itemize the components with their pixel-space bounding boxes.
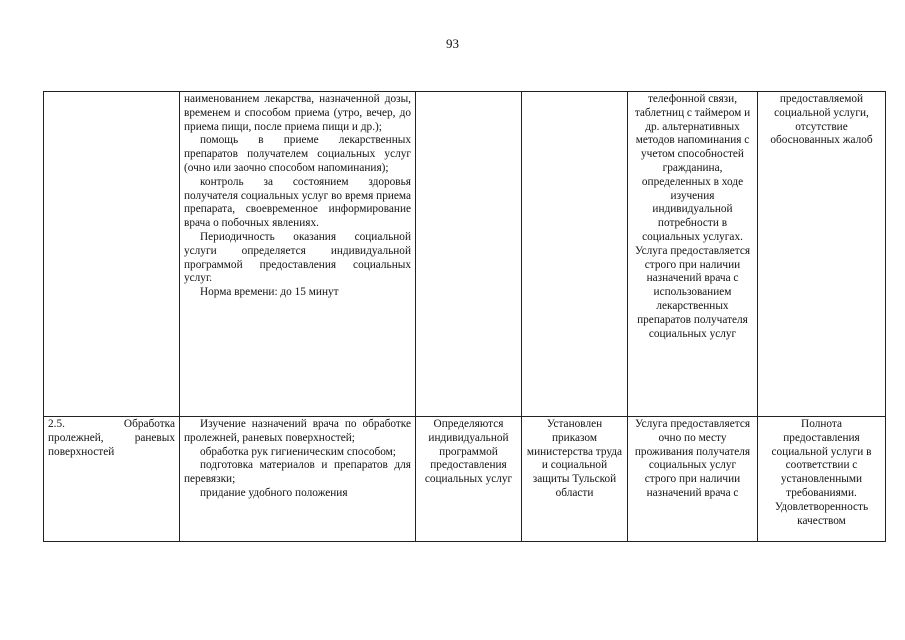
- table-row: [44, 92, 886, 417]
- service-name-cell: 2.5. Обработка пролежней, раневых поверхностей: [44, 417, 180, 542]
- quality-cell: предоставляемой социальной услуги, отсутствие обоснованных жалоб: [758, 92, 886, 417]
- table-row: [44, 417, 886, 542]
- service-content-cell: [180, 92, 416, 417]
- conditions-cell: Услуга предоставляется очно по месту проживания получателя социальных услуг строго при наличии назначений врача с: [628, 417, 758, 542]
- content-paragraph: Периодичность оказания социальной услуги определяется индивидуальной программой предоставления социальных услуг.: [184, 230, 411, 285]
- content-paragraph: контроль за состоянием здоровья получателя социальных услуг во время приема препарата, своевременное информирование врача о побочных явлениях.: [184, 175, 411, 230]
- content-paragraph: Норма времени: до 15 минут: [200, 286, 339, 299]
- content-paragraph: Изучение назначений врача по обработке пролежней, раневых поверхностей;: [184, 418, 411, 444]
- content-paragraph: помощь в приеме лекарственных препаратов получателем социальных услуг (очно или заочно способом напоминания);: [184, 134, 411, 174]
- periodicity-cell: [416, 92, 522, 417]
- services-table: [43, 91, 886, 542]
- service-content-cell: [180, 417, 416, 542]
- content-paragraph: наименованием лекарства, назначенной дозы, временем и способом приема (утро, вечер, до приема пищи, после приема пищи и др.);: [184, 93, 411, 133]
- content-paragraph: подготовка материалов и препаратов для перевязки;: [184, 459, 411, 486]
- content-paragraph: обработка рук гигиеническим способом;: [200, 445, 396, 458]
- standard-cell: Установлен приказом министерства труда и социальной защиты Тульской области: [522, 417, 628, 542]
- content-paragraph: придание удобного положения: [200, 486, 348, 499]
- periodicity-cell: Определяются индивидуальной программой предоставления социальных услуг: [416, 417, 522, 542]
- service-name-cell: [44, 92, 180, 417]
- conditions-cell: телефонной связи, таблетниц с таймером и др. альтернативных методов напоминания с учетом способностей гражданина, определенных в ходе изучения индивидуальной потребности в социальных услугах. Услуга предоставляется строго при наличии назначений врача с использованием лекарственных препаратов получателя социальных услуг: [628, 92, 758, 417]
- page-number: 93: [446, 36, 459, 51]
- quality-cell: Полнота предоставления социальной услуги в соответствии с установленными требованиями. Удовлетворенность качеством: [758, 417, 886, 542]
- standard-cell: [522, 92, 628, 417]
